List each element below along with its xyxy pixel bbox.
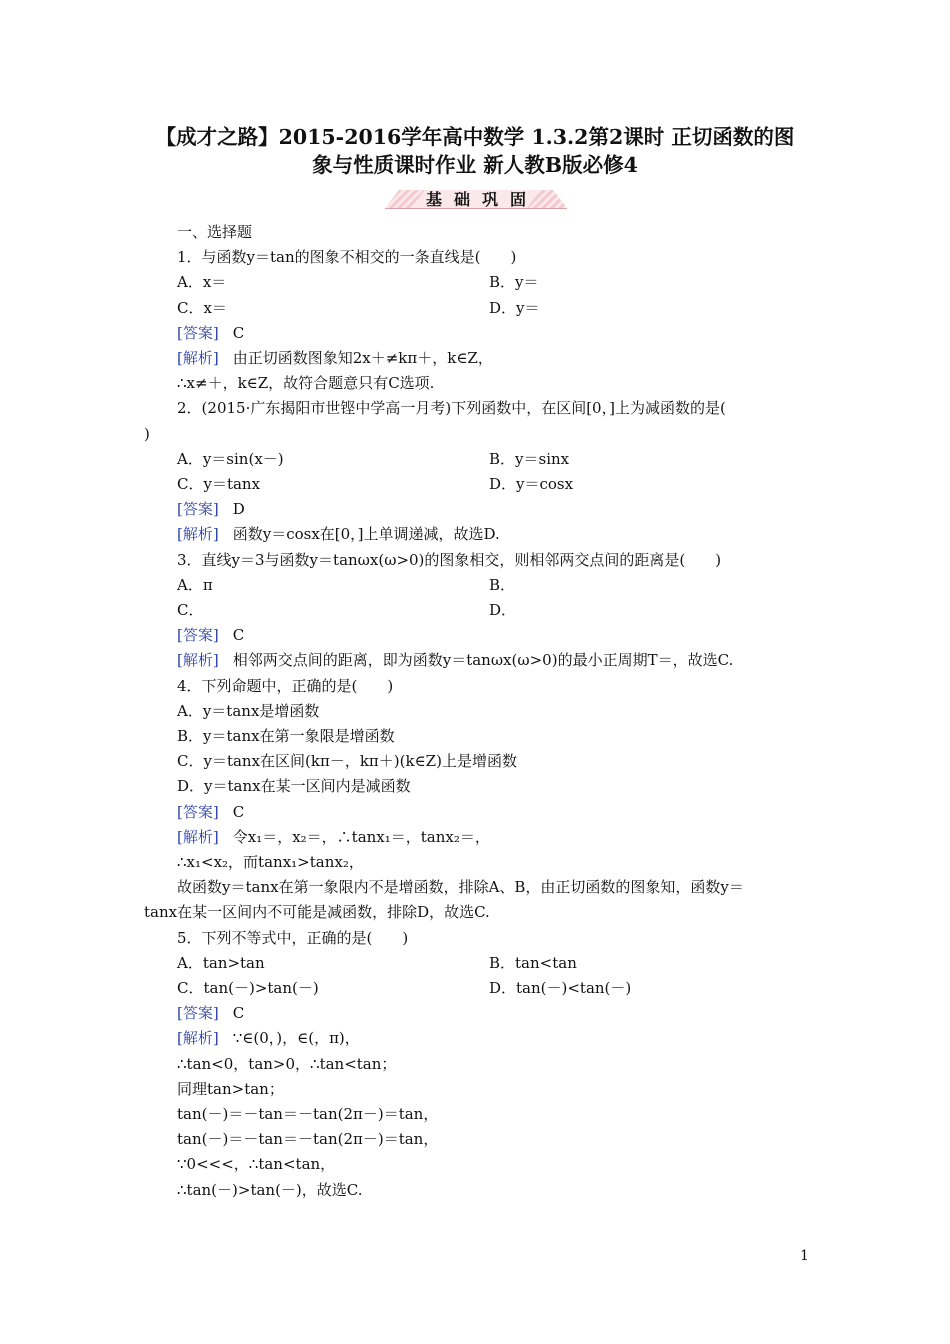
text-line (177, 1129, 438, 1149)
line-text: 同理tan>tan； (177, 1079, 284, 1098)
line-text: 4．下列命题中，正确的是( ) (177, 676, 394, 695)
text-line (177, 978, 632, 998)
line-text: C． (177, 601, 204, 619)
text-line (177, 1003, 244, 1023)
option-right: D．y＝ (489, 298, 540, 317)
line-text: C．y＝tanx (177, 475, 261, 493)
option-right: D．y＝cosx (489, 475, 574, 493)
text-line (177, 877, 744, 897)
text-line (177, 1054, 396, 1074)
answer-tag: [解析] (177, 349, 219, 367)
text-line (177, 1154, 335, 1174)
line-text: tanx在某一区间内不可能是减函数，排除D，故选C. (144, 903, 490, 922)
line-text: 由正切函数图象知2x＋≠kπ＋，k∈Z， (232, 349, 493, 367)
answer-tag: [答案] (177, 1004, 219, 1023)
title-line-1: 【成才之路】2015-2016学年高中数学 1.3.2第2课时 正切函数的图 (155, 125, 795, 149)
answer-tag: [解析] (177, 651, 219, 670)
line-text: C (232, 626, 245, 645)
text-line (177, 272, 539, 292)
text-line (177, 575, 516, 595)
line-text: ∴x≠＋，k∈Z，故符合题意只有C选项. (177, 374, 435, 393)
text-line (177, 373, 434, 393)
option-right: D． (489, 601, 517, 619)
line-text: tan(－)＝－tan＝－tan(2π－)＝tan， (177, 1105, 439, 1123)
text-line (177, 726, 395, 746)
text-line (177, 625, 244, 645)
answer-tag: [解析] (177, 1029, 219, 1048)
line-text: C (232, 1004, 245, 1023)
text-line (177, 600, 517, 620)
line-text: A．y＝tanx是增函数 (177, 701, 320, 720)
line-text: 1．与函数y＝tan的图象不相交的一条直线是( ) (177, 248, 517, 267)
line-text: 2．(2015·广东揭阳市世铿中学高一月考)下列函数中，在区间[0，]上为减函数的是( (177, 399, 726, 418)
text-line (177, 953, 577, 973)
line-text: 5．下列不等式中，正确的是( ) (177, 928, 409, 947)
answer-tag: [答案] (177, 500, 219, 519)
title-line-2: 象与性质课时作业 新人教B版必修4 (312, 153, 638, 177)
text-line (177, 701, 319, 721)
line-text: tan(－)＝－tan＝－tan(2π－)＝tan， (177, 1130, 439, 1149)
text-line (177, 247, 516, 267)
text-line (177, 1180, 363, 1200)
text-line (144, 902, 490, 922)
section-banner (385, 186, 567, 210)
line-text: A．π (177, 575, 213, 594)
line-text: ∴x₁<x₂，而tanx₁>tanx₂， (177, 853, 364, 871)
line-text: D．y＝tanx在某一区间内是减函数 (177, 777, 411, 796)
option-right: B．tan<tan (489, 953, 577, 972)
page-number: 1 (800, 1248, 809, 1264)
text-line (177, 222, 252, 242)
text-line (177, 852, 364, 872)
text-line (144, 424, 150, 444)
answer-tag: [答案] (177, 626, 219, 645)
text-line (177, 298, 540, 318)
text-line (177, 827, 490, 847)
text-line (177, 751, 517, 771)
answer-tag: [解析] (177, 827, 219, 846)
line-text: 相邻两交点间的距离，即为函数y＝tanωx(ω>0)的最小正周期T＝，故选C. (232, 651, 734, 670)
text-line (177, 928, 408, 948)
line-text: A．tan>tan (177, 953, 265, 972)
option-right: D．tan(－)<tan(－) (489, 979, 632, 997)
answer-tag: [答案] (177, 802, 219, 821)
line-text: ∵0<<<，∴tan<tan， (177, 1155, 336, 1174)
line-text: C (232, 802, 245, 821)
line-text: ∴tan<0，tan>0，∴tan<tan； (177, 1054, 397, 1073)
text-line (177, 676, 393, 696)
line-text: C．tan(－)>tan(－) (177, 979, 319, 997)
line-text: ) (144, 424, 150, 443)
line-text: ∵∈(0，)，∈(，π)， (232, 1029, 360, 1048)
line-text: 3．直线y＝3与函数y＝tanωx(ω>0)的图象相交，则相邻两交点间的距离是( ) (177, 550, 722, 569)
line-text: 令x₁＝，x₂＝，∴tanx₁＝，tanx₂＝， (232, 827, 490, 846)
text-line (177, 550, 721, 570)
text-line (177, 474, 574, 494)
line-text: 故函数y＝tanx在第一象限内不是增函数，排除A、B，由正切函数的图象知，函数y＝ (177, 878, 744, 897)
line-text: C (232, 323, 245, 342)
line-text: ∴tan(－)>tan(－)，故选C. (177, 1180, 363, 1199)
answer-tag: [答案] (177, 323, 219, 342)
section-banner-label: 基础巩固 (425, 189, 538, 209)
text-line (177, 802, 244, 822)
text-line (177, 776, 411, 796)
text-line (177, 1079, 284, 1099)
line-text: A．y＝sin(x－) (177, 449, 284, 468)
text-line (177, 499, 245, 519)
option-right: B． (489, 575, 516, 594)
option-right: B．y＝sinx (489, 449, 570, 468)
line-text: D (232, 500, 245, 519)
line-text: C．x＝ (177, 298, 227, 317)
document-title (140, 123, 810, 179)
text-line (177, 323, 244, 343)
text-line (177, 348, 493, 368)
text-line (177, 524, 500, 544)
line-text: 一、选择题 (177, 223, 253, 241)
text-line (177, 449, 570, 469)
line-text: C．y＝tanx在区间(kπ－，kπ＋)(k∈Z)上是增函数 (177, 752, 517, 771)
text-line (177, 650, 733, 670)
answer-tag: [解析] (177, 525, 219, 544)
text-line (177, 1104, 438, 1124)
line-text: 函数y＝cosx在[0，]上单调递减，故选D. (232, 525, 500, 544)
text-line (177, 398, 726, 418)
line-text: A．x＝ (177, 273, 227, 292)
text-line (177, 1028, 360, 1048)
option-right: B．y＝ (489, 273, 539, 292)
line-text: B．y＝tanx在第一象限是增函数 (177, 727, 395, 745)
